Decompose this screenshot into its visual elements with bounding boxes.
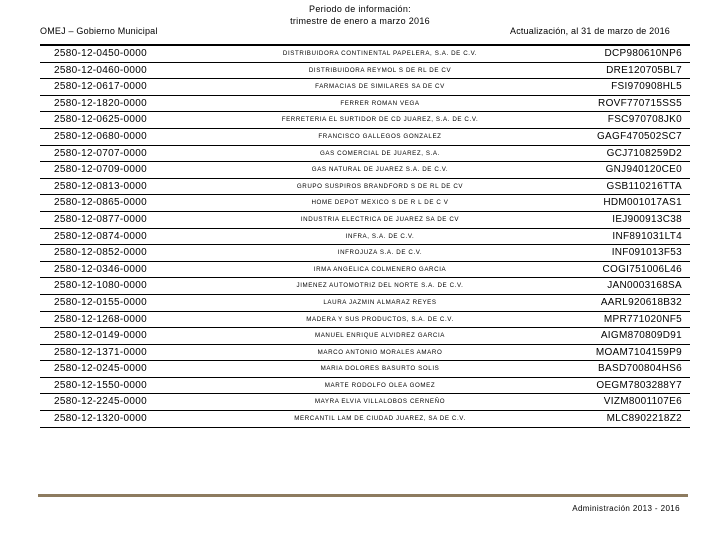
supplier-name: GAS NATURAL DE JUAREZ S.A. DE C.V. <box>311 166 449 174</box>
table-row <box>40 129 690 146</box>
supplier-name: MARCO ANTONIO MORALES AMARO <box>317 348 443 356</box>
supplier-rfc: JAN0003168SA <box>607 280 682 292</box>
account-code: 2580-12-0245-0000 <box>54 363 147 375</box>
supplier-rfc: COGI751006L46 <box>602 263 682 275</box>
account-code: 2580-12-0617-0000 <box>54 81 147 93</box>
table-row <box>40 245 690 262</box>
footer-administration: Administración 2013 - 2016 <box>572 504 680 513</box>
supplier-rfc: GSB110216TTA <box>606 180 682 192</box>
supplier-name: FRANCISCO GALLEGOS GONZALEZ <box>318 132 442 140</box>
supplier-name: MANUEL ENRIQUE ALVIDREZ GARCIA <box>314 332 446 340</box>
supplier-rfc: MPR771020NF5 <box>603 313 682 325</box>
account-code: 2580-12-1820-0000 <box>54 97 147 109</box>
account-code: 2580-12-1268-0000 <box>54 313 147 325</box>
table-row <box>40 312 690 329</box>
table-row <box>40 394 690 411</box>
supplier-name: LAURA JAZMIN ALMARAZ REYES <box>323 298 437 306</box>
supplier-rfc: HDM001017AS1 <box>603 197 682 209</box>
supplier-rfc: AARL920618B32 <box>600 296 682 308</box>
supplier-name: MARIA DOLORES BASURTO SOLIS <box>320 365 440 373</box>
supplier-name: DISTRIBUIDORA REYMOL S DE RL DE CV <box>308 66 452 74</box>
account-code: 2580-12-0813-0000 <box>54 180 147 192</box>
table-row <box>40 411 690 428</box>
supplier-name: DISTRIBUIDORA CONTINENTAL PAPELERA, S.A. DE C.V. <box>282 50 478 57</box>
table-row <box>40 96 690 113</box>
table-row <box>40 146 690 163</box>
account-code: 2580-12-0874-0000 <box>54 230 147 242</box>
table-row <box>40 295 690 312</box>
supplier-rfc: IEJ900913C38 <box>612 213 682 225</box>
table-row <box>40 46 690 63</box>
account-code: 2580-12-1080-0000 <box>54 280 147 292</box>
account-code: 2580-12-0707-0000 <box>54 147 147 159</box>
table-row <box>40 162 690 179</box>
supplier-name: FERRER ROMAN VEGA <box>340 99 420 107</box>
supplier-name: GAS COMERCIAL DE JUAREZ, S.A. <box>320 149 440 157</box>
header-period-range: trimestre de enero a marzo 2016 <box>290 16 430 26</box>
supplier-rfc: MLC8902218Z2 <box>606 413 682 425</box>
account-code: 2580-12-0460-0000 <box>54 64 147 76</box>
supplier-rfc: FSI970908HL5 <box>611 81 682 93</box>
supplier-rfc: AIGM870809D91 <box>600 330 682 342</box>
account-code: 2580-12-1550-0000 <box>54 379 147 391</box>
account-code: 2580-12-0625-0000 <box>54 114 147 126</box>
supplier-name: INFROJUZA S.A. DE C.V. <box>337 249 423 257</box>
supplier-rfc: GNJ940120CE0 <box>605 164 682 176</box>
supplier-name: FERRETERIA EL SURTIDOR DE CD JUAREZ, S.A. DE C.V. <box>281 116 479 124</box>
supplier-name: MERCANTIL LAM DE CIUDAD JUAREZ, SA DE C.V. <box>294 415 466 423</box>
supplier-name: MARTE RODOLFO OLEA GOMEZ <box>324 381 436 389</box>
table-row <box>40 229 690 246</box>
supplier-rfc: FSC970708JK0 <box>607 114 682 126</box>
supplier-rfc: MOAM7104159P9 <box>595 346 682 358</box>
account-code: 2580-12-0709-0000 <box>54 164 147 176</box>
supplier-table <box>40 44 690 428</box>
table-row <box>40 378 690 395</box>
account-code: 2580-12-0852-0000 <box>54 247 147 259</box>
supplier-rfc: GAGF470502SC7 <box>596 130 682 142</box>
account-code: 2580-12-0865-0000 <box>54 197 147 209</box>
supplier-name: GRUPO SUSPIROS BRANDFORD S DE RL DE CV <box>296 182 464 190</box>
account-code: 2580-12-0877-0000 <box>54 213 147 225</box>
supplier-name: FARMACIAS DE SIMILARES SA DE CV <box>315 83 445 91</box>
header-update-date: Actualización, al 31 de marzo de 2016 <box>510 26 670 36</box>
supplier-rfc: DCP980610NP6 <box>604 48 682 59</box>
supplier-rfc: ROVF770715SS5 <box>598 97 682 109</box>
table-row <box>40 361 690 378</box>
table-row <box>40 278 690 295</box>
account-code: 2580-12-0680-0000 <box>54 130 147 142</box>
supplier-name: HOME DEPOT MEXICO S DE R L DE C V <box>311 199 449 207</box>
supplier-name: MAYRA ELVIA VILLALOBOS CERNEÑO <box>314 398 446 406</box>
supplier-rfc: INF091013F53 <box>611 247 682 259</box>
table-row <box>40 195 690 212</box>
header-organization: OMEJ – Gobierno Municipal <box>40 26 158 36</box>
table-row <box>40 112 690 129</box>
account-code: 2580-12-0346-0000 <box>54 263 147 275</box>
supplier-name: MADERA Y SUS PRODUCTOS, S.A. DE C.V. <box>306 315 454 323</box>
table-row <box>40 345 690 362</box>
table-row <box>40 79 690 96</box>
supplier-name: JIMENEZ AUTOMOTRIZ DEL NORTE S.A. DE C.V. <box>296 282 464 290</box>
footer-divider <box>38 494 688 497</box>
supplier-rfc: OEGM7803288Y7 <box>596 379 682 391</box>
account-code: 2580-12-0155-0000 <box>54 296 147 308</box>
account-code: 2580-12-1320-0000 <box>54 413 147 425</box>
account-code: 2580-12-0450-0000 <box>54 48 147 59</box>
supplier-rfc: DRE120705BL7 <box>606 64 682 76</box>
supplier-name: INFRA, S.A. DE C.V. <box>345 232 415 240</box>
supplier-rfc: VIZM8001107E6 <box>603 396 682 408</box>
table-row <box>40 212 690 229</box>
table-row <box>40 179 690 196</box>
account-code: 2580-12-0149-0000 <box>54 330 147 342</box>
account-code: 2580-12-1371-0000 <box>54 346 147 358</box>
supplier-rfc: GCJ7108259D2 <box>606 147 682 159</box>
supplier-name: IRMA ANGELICA COLMENERO GARCIA <box>313 265 447 273</box>
table-row <box>40 262 690 279</box>
header-period <box>250 3 470 27</box>
table-row <box>40 63 690 80</box>
supplier-rfc: INF891031LT4 <box>612 230 682 242</box>
account-code: 2580-12-2245-0000 <box>54 396 147 408</box>
header-period-title: Periodo de información: <box>309 4 411 14</box>
supplier-rfc: BASD700804HS6 <box>598 363 682 375</box>
supplier-name: INDUSTRIA ELECTRICA DE JUAREZ SA DE CV <box>300 215 460 223</box>
table-row <box>40 328 690 345</box>
